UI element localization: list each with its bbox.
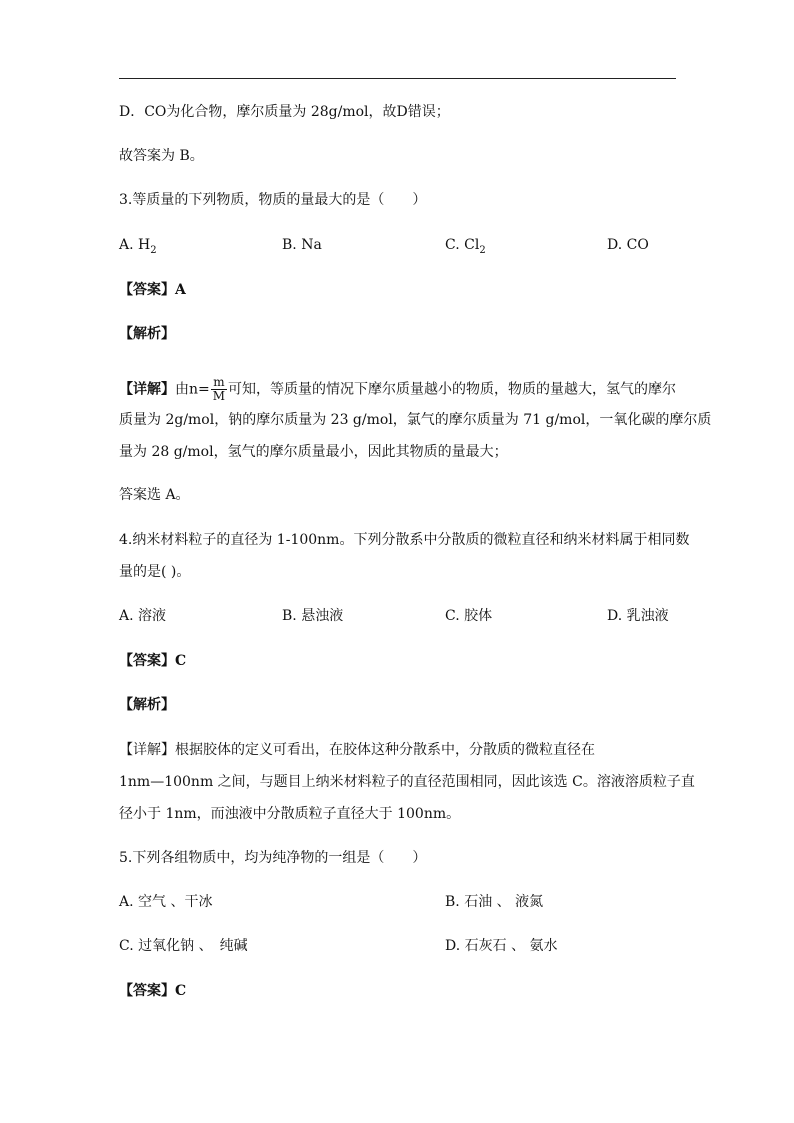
header-rule <box>119 78 676 79</box>
q3-option-a: A. $H_2$ <box>119 237 157 256</box>
q5-answer: 【答案】C <box>119 983 187 999</box>
q2-conclusion: 故答案为 B。 <box>119 148 204 164</box>
q3-option-d: D. CO <box>607 237 649 253</box>
q5-option-b: B. 石油 、 液氮 <box>445 894 544 910</box>
q4-stem-line-2: 量的是( )。 <box>119 564 191 580</box>
q2-option-d-explanation: D．CO为化合物，摩尔质量为 28g/mol，故D错误； <box>119 104 450 120</box>
q4-analysis-heading: 【解析】 <box>119 697 175 713</box>
q4-answer: 【答案】C <box>119 653 187 669</box>
q3-option-c: C. $Cl_2$ <box>445 237 486 256</box>
q5-option-a: A. 空气 、干冰 <box>119 894 213 910</box>
molar-formula-fraction: $\frac{m}{M}$ <box>212 375 226 403</box>
q3-conclusion: 答案选 A。 <box>119 487 190 503</box>
q4-option-c: C. 胶体 <box>445 608 493 624</box>
q3-detail-line-3: 量为 28 g/mol，氢气的摩尔质量最小，因此其物质的量最大； <box>119 444 508 460</box>
q4-detail-line-3: 径小于 1nm，而浊液中分散质粒子直径大于 100nm。 <box>119 806 461 822</box>
q4-option-a: A. 溶液 <box>119 608 167 624</box>
q5-option-d: D. 石灰石 、 氨水 <box>445 938 558 954</box>
q3-detail-line-1: 【详解】由n= $\frac{m}{M}$ 可知，等质量的情况下摩尔质量越小的物质，物质的量越大，氢气的摩尔 <box>119 375 677 403</box>
q4-option-b: B. 悬浊液 <box>282 608 344 624</box>
q3-detail-line-2: 质量为 2g/mol，钠的摩尔质量为 23 g/mol，氯气的摩尔质量为 71 g/mol，一氧化碳的摩尔质 <box>119 412 712 428</box>
q4-detail-line-1: 【详解】根据胶体的定义可看出，在胶体这种分散系中，分散质的微粒直径在 <box>119 742 595 758</box>
q3-option-b: B. Na <box>282 237 322 253</box>
q5-stem: 5.下列各组物质中，均为纯净物的一组是（ ） <box>119 850 427 866</box>
q5-option-c: C. 过氧化钠 、 纯碱 <box>119 938 248 954</box>
q4-detail-line-2: 1nm—100nm 之间，与题目上纳米材料粒子的直径范围相同，因此该选 C。溶液溶质粒子直 <box>119 774 695 790</box>
q4-stem-line-1: 4.纳米材料粒子的直径为 1-100nm。下列分散系中分散质的微粒直径和纳米材料属于相同数 <box>119 532 690 548</box>
q3-answer: 【答案】A <box>119 282 186 298</box>
q3-analysis-heading: 【解析】 <box>119 326 175 342</box>
q4-option-d: D. 乳浊液 <box>607 608 669 624</box>
q3-stem: 3.等质量的下列物质，物质的量最大的是（ ） <box>119 192 427 208</box>
